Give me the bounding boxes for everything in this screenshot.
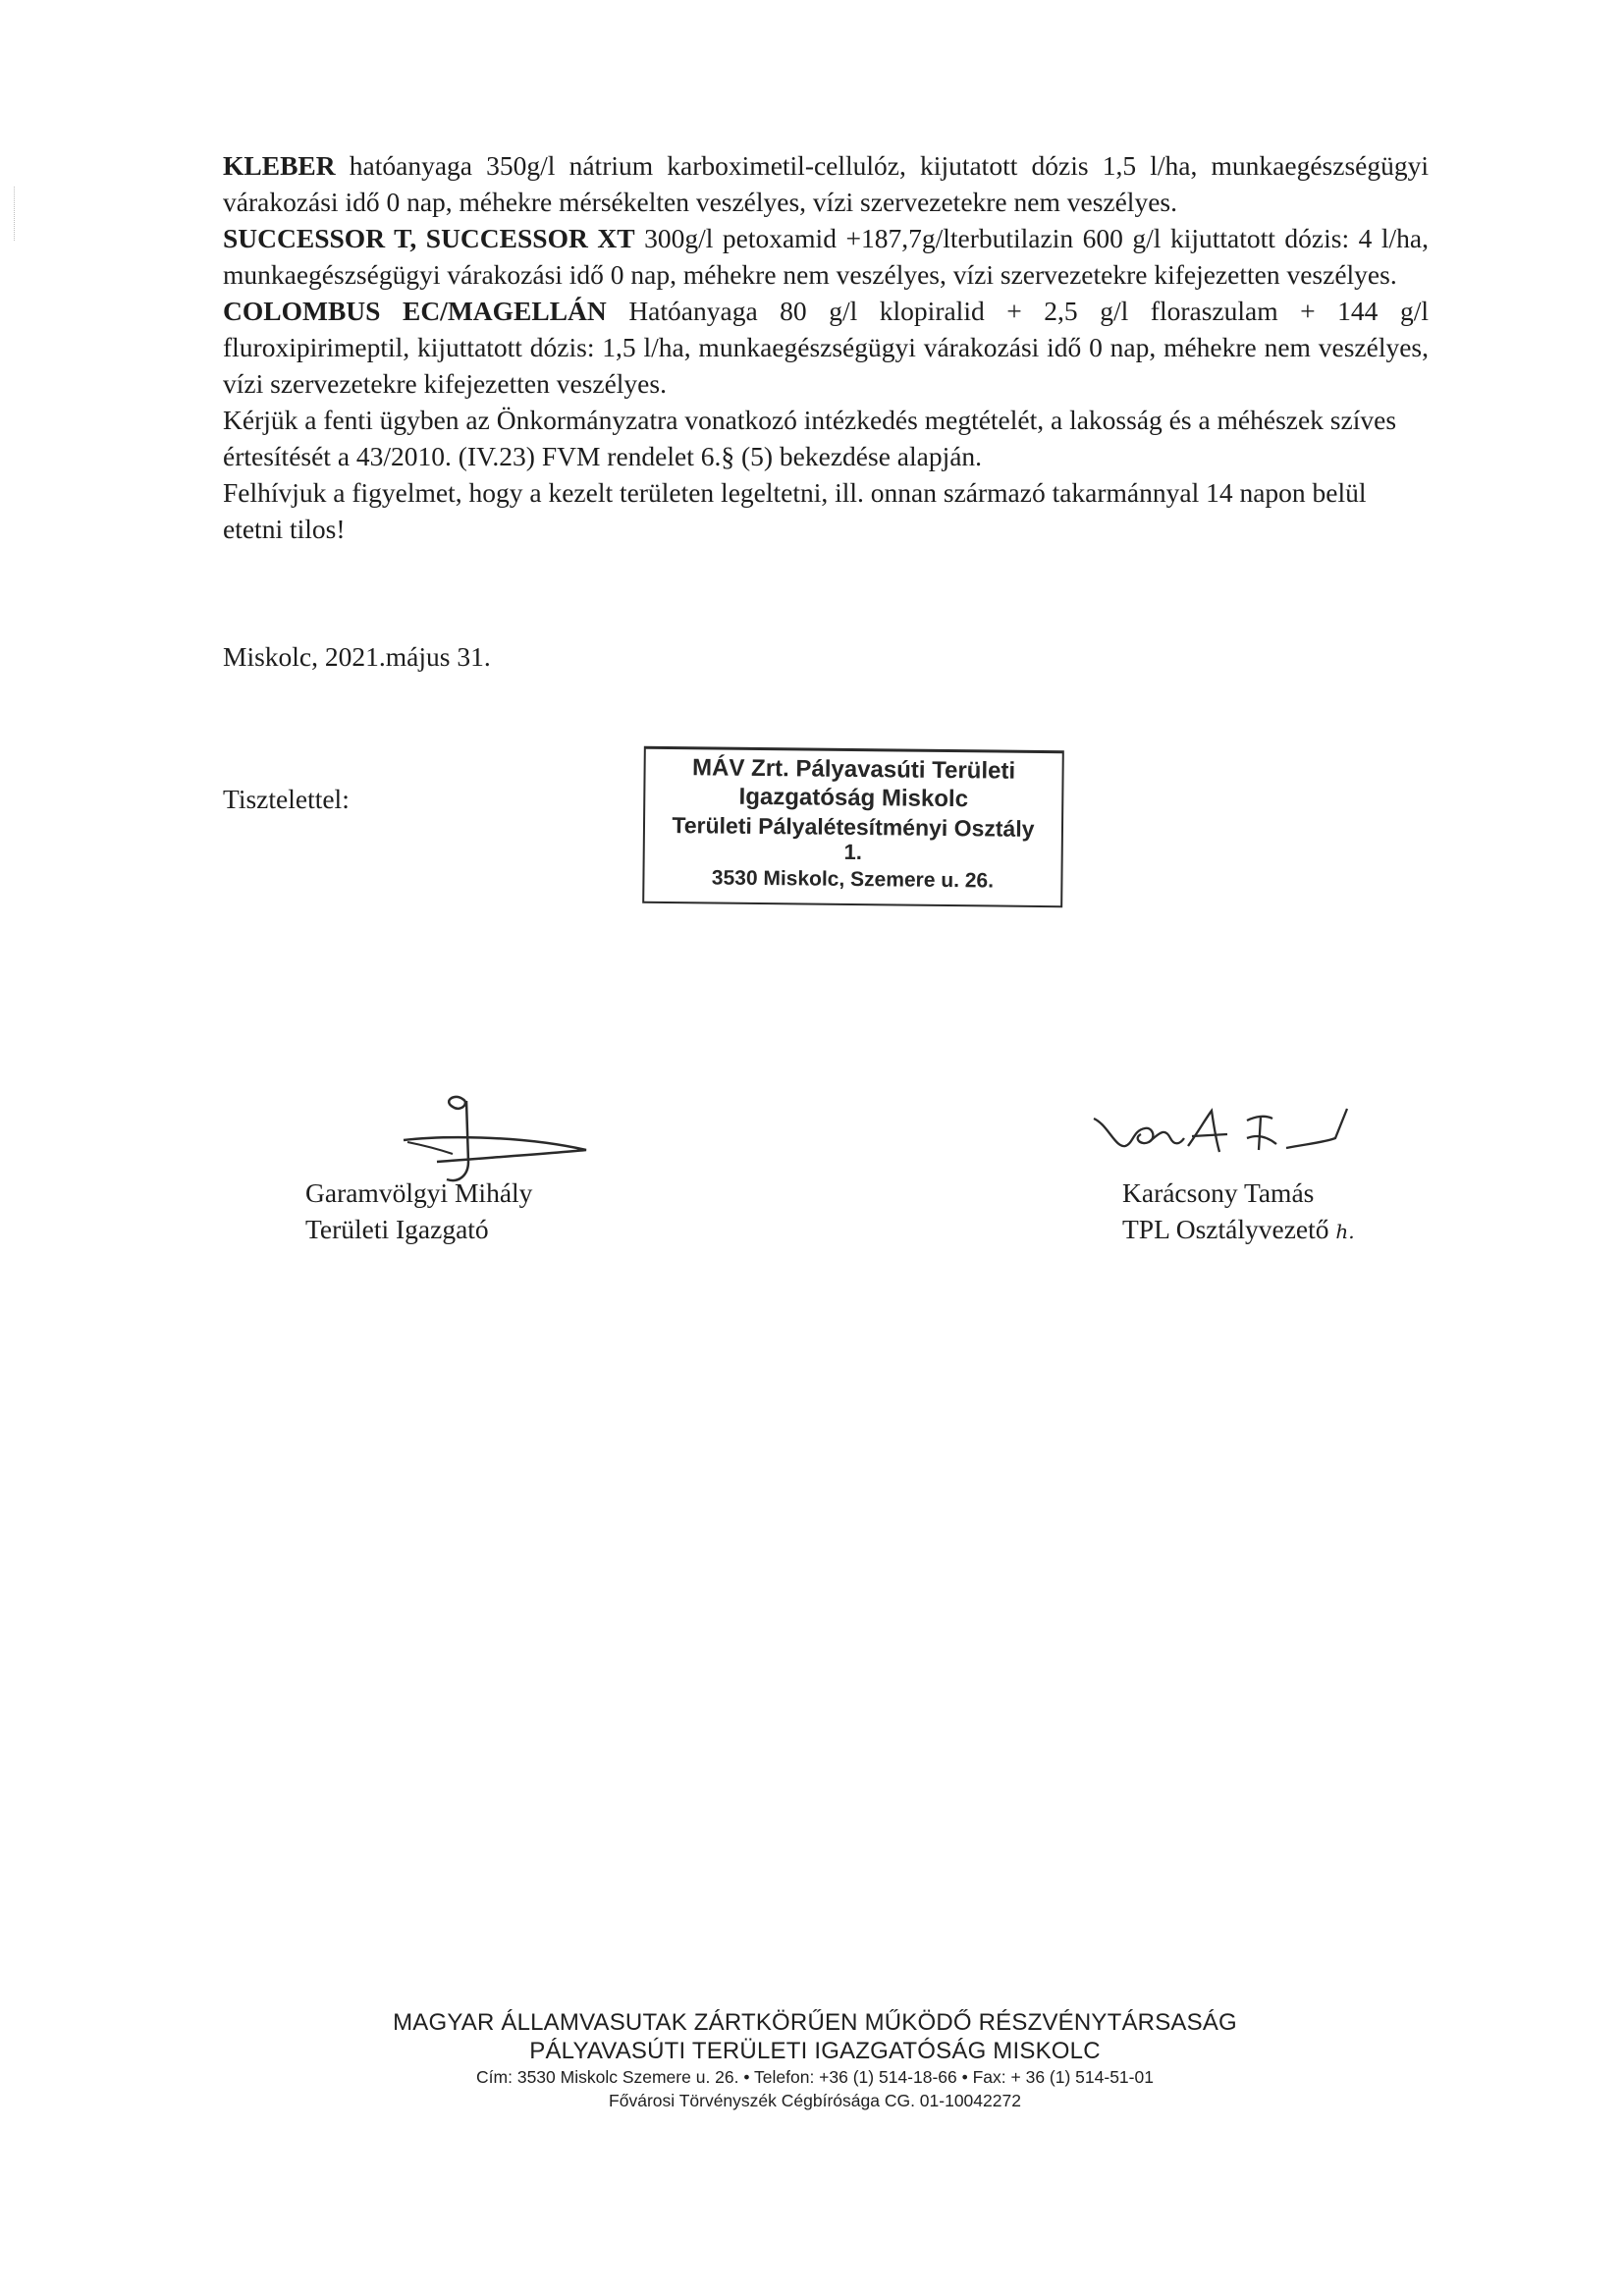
stamp-line-4: 1.: [843, 839, 863, 865]
signatory-left-title: Területi Igazgató: [305, 1214, 489, 1244]
footer-unit: PÁLYAVASÚTI TERÜLETI IGAZGATÓSÁG MISKOLC: [529, 2038, 1101, 2064]
letterhead-footer: [295, 2008, 1335, 2112]
paragraph-kleber-text: hatóanyaga 350g/l nátrium karboximetil-cellulóz, kijutatott dózis 1,5 l/ha, munkaegészségügyi várakozási idő 0 nap, méhekre mérsékelten veszélyes, vízi szervezetekre nem veszélyes.: [223, 150, 1429, 217]
signatory-left: [305, 1175, 532, 1247]
paragraph-kleber: [223, 147, 1429, 220]
paragraph-colombus-text: Hatóanyaga 80 g/l klopiralid + 2,5 g/l floraszulam + 144 g/l fluroxipirimeptil, kijuttatott dózis: 1,5 l/ha, munkaegészségügyi várakozási idő 0 nap, méhekre nem veszélyes, vízi szervezetekre kifejezetten veszélyes.: [223, 296, 1430, 399]
scan-margin-mark: [14, 187, 17, 241]
stamp-line-1: MÁV Zrt. Pályavasúti Területi: [691, 754, 1016, 785]
stamp-line-2: Igazgatóság Miskolc: [738, 783, 969, 813]
paragraph-successor: [223, 220, 1429, 293]
footer-registry: Fővárosi Törvényszék Cégbírósága CG. 01-10042272: [609, 2091, 1021, 2110]
closing-greeting: Tisztelettel:: [223, 784, 350, 814]
product-name-kleber: KLEBER: [223, 150, 336, 181]
paragraph-request: Kérjük a fenti ügyben az Önkormányzatra vonatkozó intézkedés megtételét, a lakosság és a méhészek szíves értesítését a 43/2010. (IV.23) FVM rendelet 6.§ (5) bekezdése alapján.: [223, 405, 1397, 471]
product-name-successor: SUCCESSOR T, SUCCESSOR XT: [223, 223, 635, 253]
footer-contact: Cím: 3530 Miskolc Szemere u. 26. • Telefon: +36 (1) 514-18-66 • Fax: + 36 (1) 514-51-01: [476, 2067, 1154, 2087]
footer-company: MAGYAR ÁLLAMVASUTAK ZÁRTKÖRŰEN MŰKÖDŐ RÉSZVÉNYTÁRSASÁG: [393, 2009, 1237, 2036]
dateline: Miskolc, 2021.május 31.: [223, 641, 491, 672]
paragraph-warning: Felhívjuk a figyelmet, hogy a kezelt területen legeltetni, ill. onnan származó takarmánnyal 14 napon belül etetni tilos!: [223, 477, 1367, 544]
letter-body: [223, 147, 1429, 547]
signatory-right-title: TPL Osztályvezető: [1122, 1214, 1329, 1244]
paragraph-colombus: [223, 293, 1429, 402]
product-name-colombus: COLOMBUS EC/MAGELLÁN: [223, 296, 607, 326]
signatory-right-title-row: [1122, 1211, 1355, 1250]
signatory-right-name: Karácsony Tamás: [1122, 1177, 1315, 1208]
signatory-right-handwritten-note: h.: [1335, 1220, 1355, 1243]
official-stamp: [642, 746, 1064, 907]
signatory-right: [1122, 1175, 1355, 1250]
signature-right-icon: [1090, 1105, 1355, 1178]
stamp-line-5: 3530 Miskolc, Szemere u. 26.: [711, 866, 995, 893]
paragraph-successor-text: 300g/l petoxamid +187,7g/lterbutilazin 600 g/l kijuttatott dózis: 4 l/ha, munkaegészségügyi várakozási idő 0 nap, méhekre nem veszélyes, vízi szervezetekre kifejezetten veszélyes.: [223, 223, 1429, 290]
signatory-left-name: Garamvölgyi Mihály: [305, 1177, 533, 1208]
stamp-line-3: Területi Pályalétesítményi Osztály: [672, 812, 1035, 842]
